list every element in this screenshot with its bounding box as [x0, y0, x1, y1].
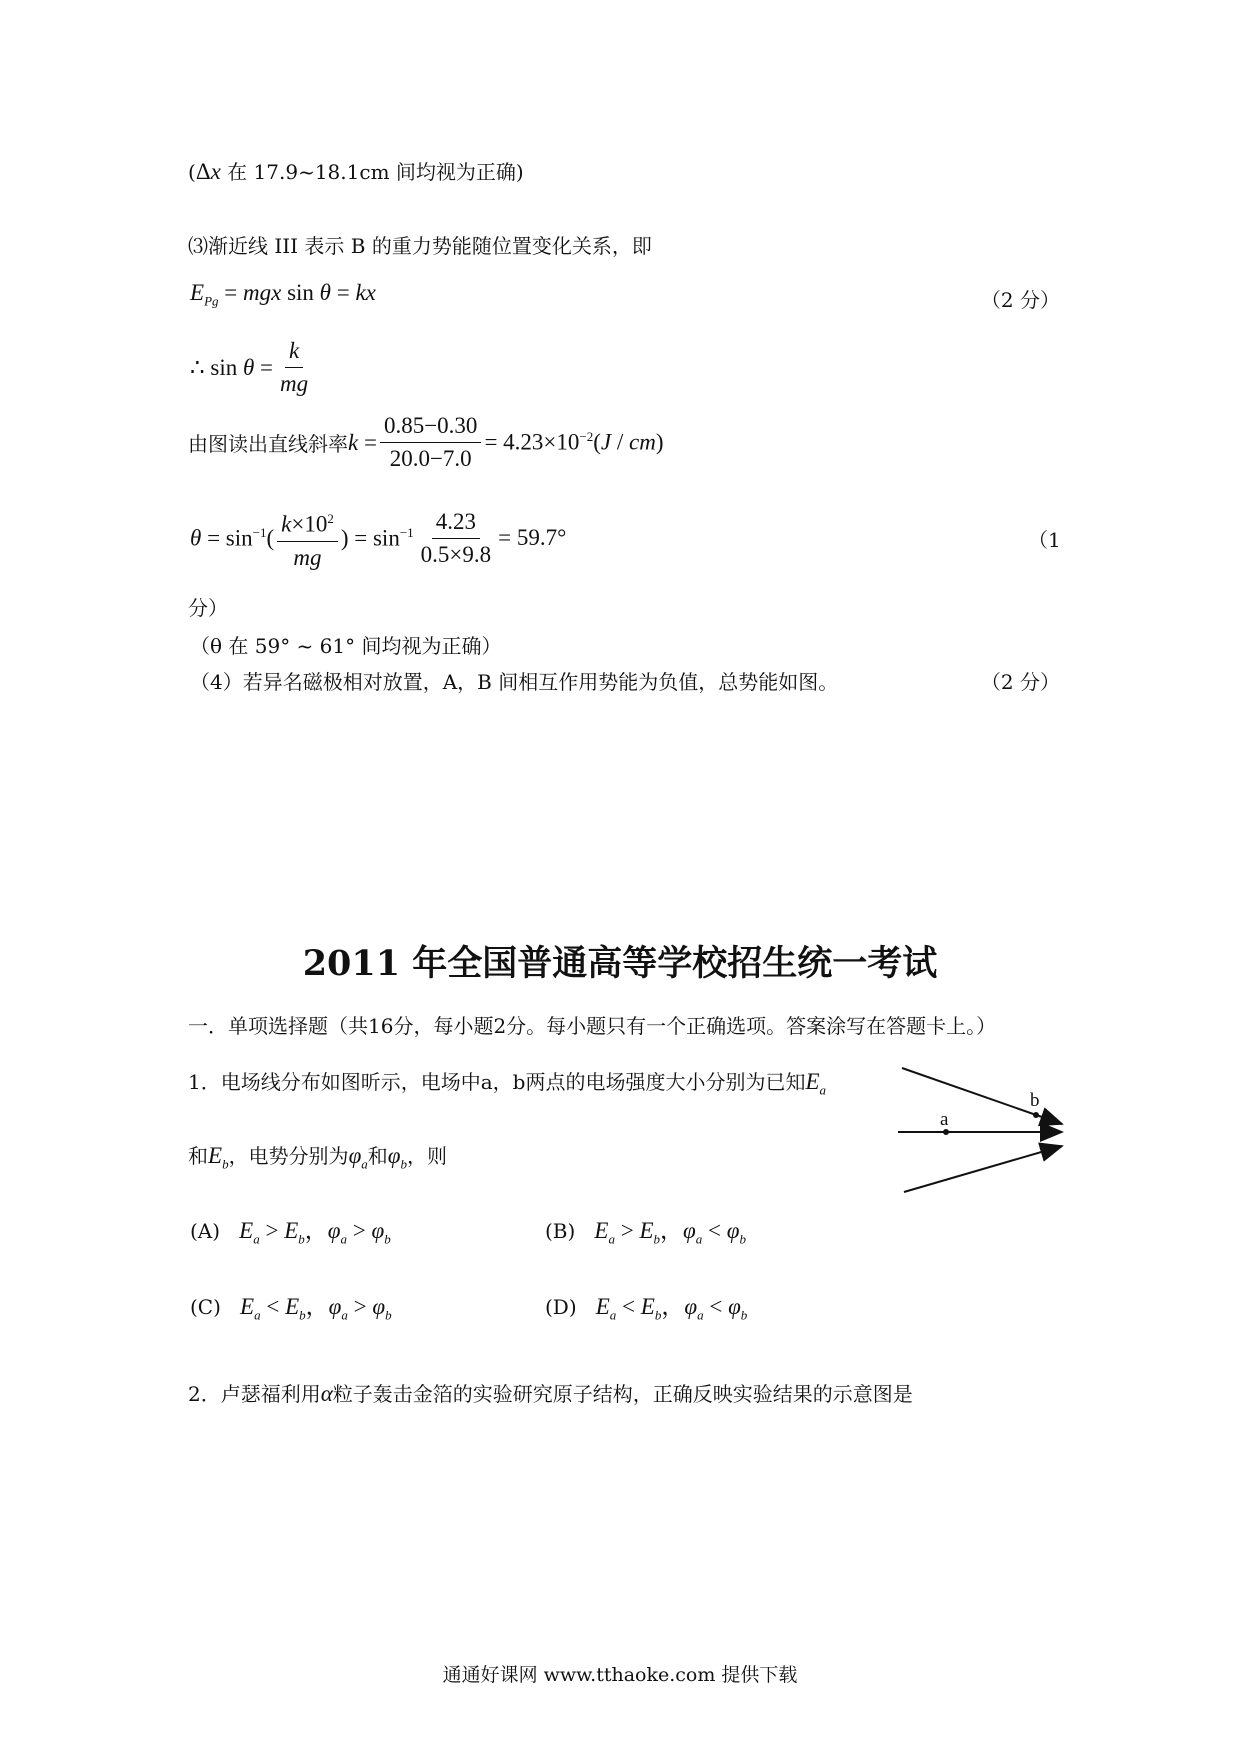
question-1-line-1: 1．电场线分布如图昕示，电场中a，b两点的电场强度大小分别为已知$E_a$	[188, 1069, 827, 1098]
electric-field-diagram	[890, 1058, 1070, 1194]
field-line-lower	[904, 1146, 1062, 1192]
option-c: (C) $E_a < E_b$，$\varphi_a > \varphi_b$	[190, 1294, 392, 1323]
label-b: b	[1030, 1090, 1040, 1111]
part4-text: （4）若异名磁极相对放置，A，B 间相互作用势能为负值，总势能如图。	[190, 670, 839, 694]
part3-intro: ⑶渐近线 III 表示 B 的重力势能随位置变化关系，即	[188, 234, 652, 258]
equation-sin-theta: ∴ sin θ = $\frac{k}{mg}$	[190, 338, 309, 396]
equation-theta: $\theta = \sin^{-1}$( $\frac{k\times 10^2}{mg}$ ) = $\sin^{-1}$ $\frac{4.23}{0.5\times 9.8}$ = 59.7°	[190, 505, 566, 572]
footer-credit: 通通好课网 www.tthaoke.com 提供下载	[442, 1664, 798, 1686]
question-1-line-2: 和$E_b$，电势分别为$\varphi_a$和$\varphi_b$，则	[188, 1143, 448, 1172]
label-a: a	[940, 1109, 949, 1130]
section-1-heading: 一．单项选择题（共16分，每小题2分。每小题只有一个正确选项。答案涂写在答题卡上。）	[188, 1014, 997, 1038]
equation-1-score: （2 分）	[980, 288, 1060, 312]
exam-title: 2011 年全国普通高等学校招生统一考试	[302, 943, 938, 984]
part4-score: （2 分）	[980, 670, 1060, 694]
option-a: (A) $E_a > E_b$，$\varphi_a > \varphi_b$	[190, 1218, 391, 1247]
equation-4-score-b: 分）	[188, 596, 228, 620]
question-2: 2．卢瑟福利用α粒子轰击金箔的实验研究原子结构，正确反映实验结果的示意图是	[188, 1381, 913, 1406]
point-b	[1033, 1112, 1039, 1118]
equation-4-score-a: （1	[1028, 528, 1061, 552]
equation-potential-energy: $E_{Pg}$ = mgx sin θ = kx	[190, 280, 376, 309]
equation-slope: 由图读出直线斜率k = $\frac{0.85-0.30}{20.0-7.0}$ = $4.23\times 10^{-2}(J / cm)$	[188, 413, 664, 471]
option-d: (D) $E_a < E_b$，$\varphi_a < \varphi_b$	[545, 1294, 748, 1323]
option-b: (B) $E_a > E_b$，$\varphi_a < \varphi_b$	[545, 1218, 746, 1247]
dx-tolerance-note: (Δx 在 17.9~18.1cm 间均视为正确)	[188, 159, 524, 184]
theta-tolerance-note: （θ 在 59° ~ 61° 间均视为正确）	[190, 634, 502, 658]
